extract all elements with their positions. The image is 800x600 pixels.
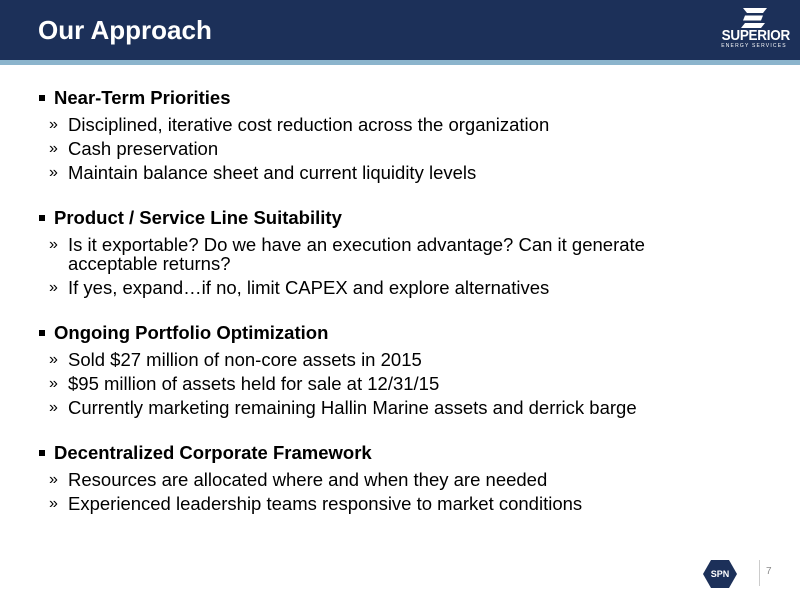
list-item-text: Cash preservation: [68, 138, 219, 159]
list-item-text: $95 million of assets held for sale at 12/31/15: [68, 373, 440, 394]
superior-logo: [718, 8, 790, 56]
page-number: 7: [766, 566, 772, 577]
badge-text: SPN: [710, 569, 730, 579]
slide-header: [0, 0, 800, 60]
list-item-text: Experienced leadership teams responsive to market conditions: [68, 493, 583, 514]
slide-body: [38, 86, 778, 513]
logo-wordmark: SUPERIOR: [721, 27, 790, 44]
list-item: [38, 494, 778, 513]
header-accent-stripe: [0, 60, 800, 65]
section-heading-text: Near-Term Priorities: [54, 87, 231, 108]
section-product-service-line-suitability: [38, 206, 778, 297]
section-decentralized-corporate-framework: [38, 441, 778, 513]
section-heading-text: Product / Service Line Suitability: [54, 207, 342, 228]
section-heading: [38, 206, 778, 230]
list-item: [38, 398, 778, 417]
chevron-bullet-icon: »: [49, 164, 58, 181]
section-heading-text: Ongoing Portfolio Optimization: [54, 322, 329, 343]
list-item-text: Sold $27 million of non-core assets in 2015: [68, 349, 422, 370]
list-item-text: Maintain balance sheet and current liquidity levels: [68, 162, 477, 183]
list-item-text: Is it exportable? Do we have an execution advantage? Can it generate acceptable returns?: [68, 234, 645, 274]
footer-divider: [759, 560, 760, 586]
list-item: [38, 350, 778, 369]
section-heading: [38, 441, 778, 465]
section-heading: [38, 86, 778, 110]
slide-title: Our Approach: [38, 15, 212, 45]
chevron-bullet-icon: »: [49, 279, 58, 296]
list-item: [38, 470, 778, 489]
chevron-bullet-icon: »: [49, 140, 58, 157]
list-item-text: Currently marketing remaining Hallin Marine assets and derrick barge: [68, 397, 637, 418]
chevron-bullet-icon: »: [49, 399, 58, 416]
chevron-bullet-icon: »: [49, 116, 58, 133]
square-bullet-icon: [39, 450, 45, 456]
chevron-bullet-icon: »: [49, 351, 58, 368]
chevron-bullet-icon: »: [49, 236, 58, 253]
square-bullet-icon: [39, 95, 45, 101]
list-item: [38, 115, 778, 134]
list-item: [38, 235, 708, 273]
list-item-text: Resources are allocated where and when they are needed: [68, 469, 548, 490]
list-item-text: If yes, expand…if no, limit CAPEX and explore alternatives: [68, 277, 550, 298]
list-item: [38, 139, 778, 158]
list-item: [38, 374, 778, 393]
chevron-bullet-icon: »: [49, 495, 58, 512]
list-item-text: Disciplined, iterative cost reduction across the organization: [68, 114, 550, 135]
square-bullet-icon: [39, 215, 45, 221]
section-heading: [38, 321, 778, 345]
superior-s-mark-icon: [739, 8, 769, 28]
chevron-bullet-icon: »: [49, 375, 58, 392]
list-item: [38, 163, 778, 182]
list-item: [38, 278, 778, 297]
section-heading-text: Decentralized Corporate Framework: [54, 442, 372, 463]
chevron-bullet-icon: »: [49, 471, 58, 488]
logo-subtext: ENERGY SERVICES: [721, 43, 787, 49]
section-near-term-priorities: [38, 86, 778, 182]
section-ongoing-portfolio-optimization: [38, 321, 778, 417]
spn-badge: [702, 559, 738, 589]
square-bullet-icon: [39, 330, 45, 336]
